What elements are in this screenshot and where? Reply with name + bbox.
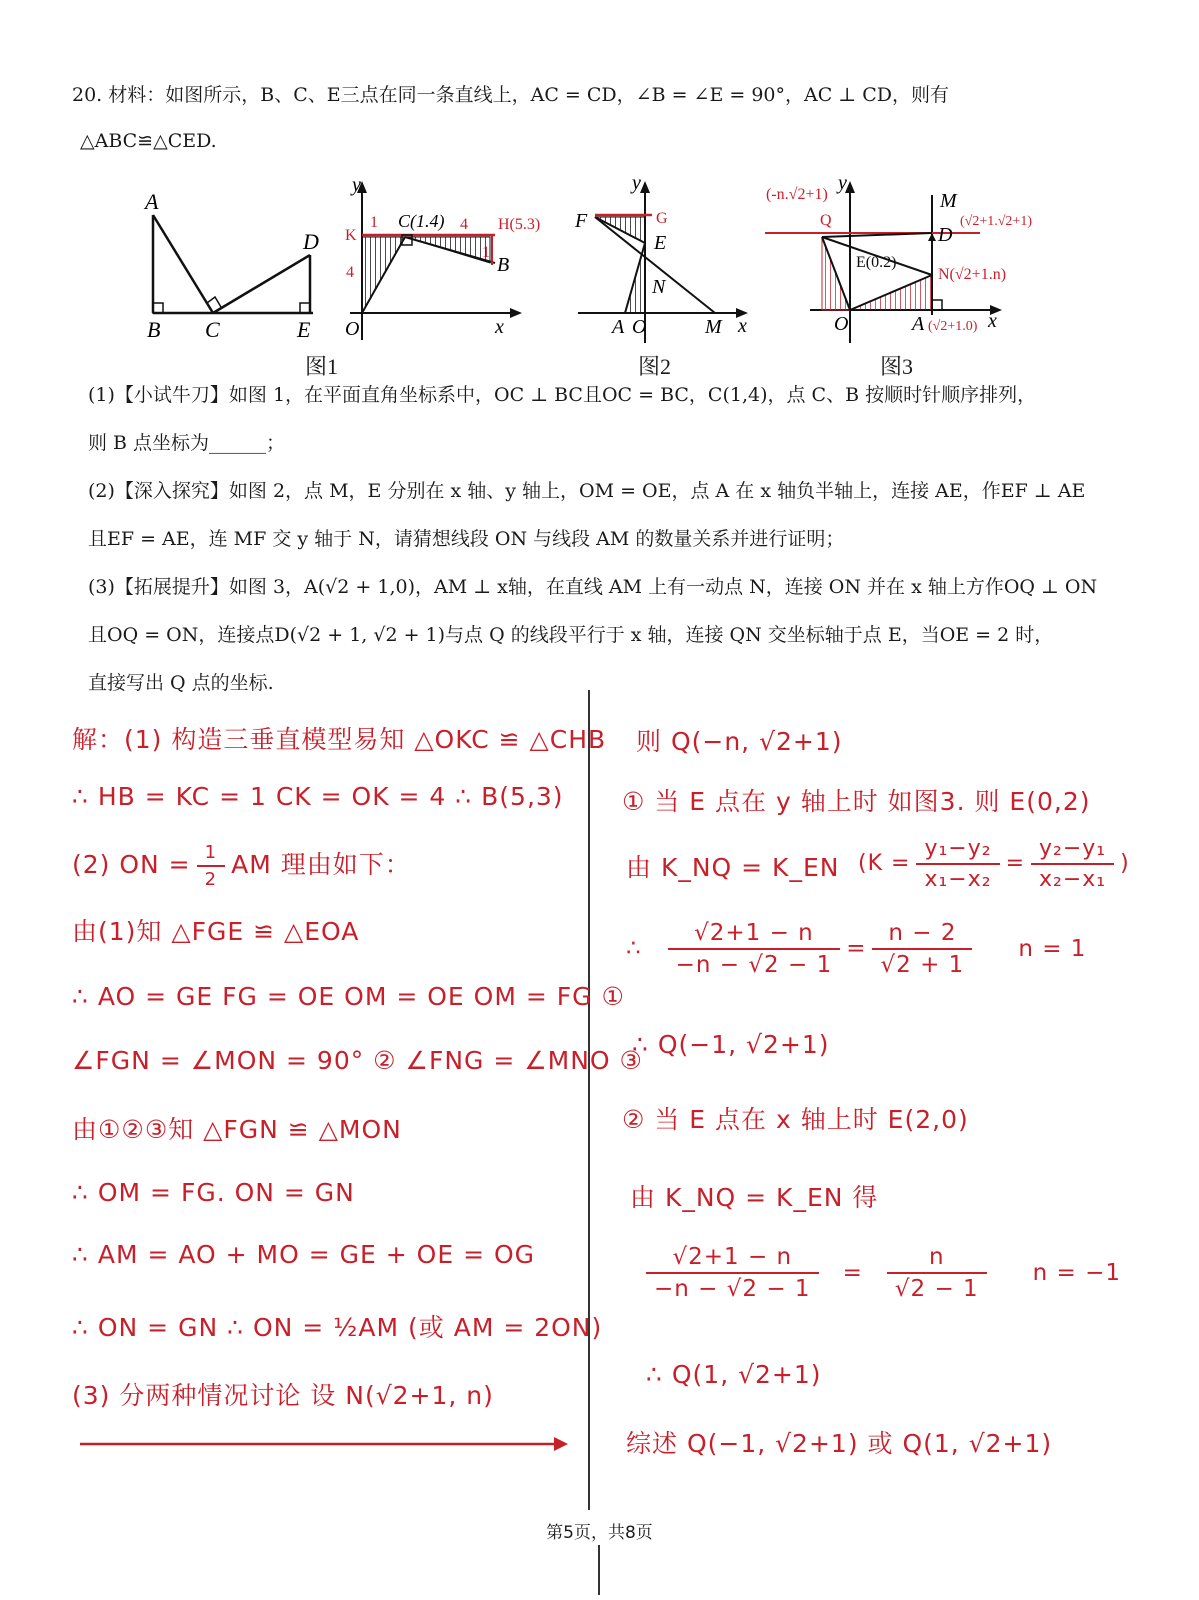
eq1-frac-2 bbox=[872, 920, 972, 978]
equals-sign: = bbox=[1005, 851, 1025, 876]
frac-den: 2 bbox=[204, 869, 218, 890]
fig3-Q: Q bbox=[820, 212, 832, 229]
frac-den: x₁−x₂ bbox=[924, 867, 992, 892]
fig2-M: M bbox=[705, 316, 722, 338]
label-A: A bbox=[145, 189, 159, 214]
solution-r-line-6: ② 当 E 点在 x 轴上时 E(2,0) bbox=[622, 1105, 969, 1134]
figure-1-caption: 图1 bbox=[305, 354, 339, 379]
figure-2 bbox=[570, 175, 770, 355]
slope-formula bbox=[858, 836, 1130, 892]
fig2-x: x bbox=[738, 315, 747, 337]
frac-den: −n − √2 − 1 bbox=[654, 1276, 811, 1302]
fig2-y: y bbox=[632, 175, 641, 194]
frac-num: 1 bbox=[197, 842, 225, 867]
fig2-G: G bbox=[656, 210, 668, 227]
material-figure bbox=[135, 185, 335, 345]
solution-r-line-1: 则 Q(−n, √2+1) bbox=[636, 727, 843, 756]
fraction-half bbox=[197, 842, 225, 890]
page-gutter-line bbox=[598, 1545, 600, 1595]
solution-line-2: ∴ HB = KC = 1 CK = OK = 4 ∴ B(5,3) bbox=[72, 782, 564, 811]
frac-num: y₁−y₂ bbox=[916, 836, 999, 865]
fig3-Q-coord: (-n.√2+1) bbox=[766, 186, 828, 203]
fig1-C: C(1.4) bbox=[398, 211, 445, 231]
solution-line-10: ∴ ON = GN ∴ ON = ½AM (或 AM = 2ON) bbox=[72, 1313, 603, 1342]
label-E: E bbox=[297, 317, 311, 342]
frac-num: √2+1 − n bbox=[646, 1244, 819, 1274]
fig3-y: y bbox=[838, 175, 847, 194]
slope-pre: (K = bbox=[858, 851, 911, 876]
frac-num: n bbox=[887, 1244, 987, 1274]
fig2-A: A bbox=[612, 316, 625, 338]
frac-num: y₂−y₁ bbox=[1031, 836, 1114, 865]
fig1-K: K bbox=[345, 227, 357, 244]
question-1-line-1: (1)【小试牛刀】如图 1，在平面直角坐标系中，OC ⊥ BC且OC = BC，C(1,4)，点 C、B 按顺时针顺序排列， bbox=[88, 384, 1037, 406]
fig1-4-left: 4 bbox=[346, 264, 354, 281]
problem-intro-line-1: 20. 材料：如图所示，B、C、E三点在同一条直线上，AC = CD，∠B = ∠E = 90°，AC ⊥ CD，则有 bbox=[72, 84, 949, 106]
page-footer: 第5页，共8页 bbox=[546, 1523, 653, 1543]
n-result-2: n = −1 bbox=[1032, 1259, 1122, 1286]
equals-sign: = bbox=[842, 1259, 863, 1286]
eq2-frac-2 bbox=[887, 1244, 987, 1302]
figure-2-caption: 图2 bbox=[638, 354, 672, 379]
solution-line-1: 解：(1) 构造三垂直模型易知 △OKC ≌ △CHB bbox=[72, 725, 607, 754]
figure-3-caption: 图3 bbox=[880, 354, 914, 379]
solution-line-6: ∠FGN = ∠MON = 90° ② ∠FNG = ∠MNO ③ bbox=[72, 1046, 643, 1075]
eq1-frac-1 bbox=[668, 920, 841, 978]
fig3-D: D bbox=[938, 224, 953, 246]
question-2-line-1: (2)【深入探究】如图 2，点 M，E 分别在 x 轴、y 轴上，OM = OE，点 A 在 x 轴负半轴上，连接 AE，作EF ⊥ AE bbox=[88, 480, 1086, 502]
n-result-1: n = 1 bbox=[1018, 935, 1087, 962]
frac-den: √2 − 1 bbox=[894, 1276, 979, 1302]
problem-intro-line-2: △ABC≌△CED. bbox=[80, 130, 217, 152]
fig3-E: E(0.2) bbox=[856, 254, 897, 271]
solution-line-11: (3) 分两种情况讨论 设 N(√2+1, n) bbox=[72, 1381, 494, 1410]
slope-frac-1 bbox=[916, 836, 999, 892]
fig2-F: F bbox=[575, 210, 588, 232]
question-1-line-2: 则 B 点坐标为______； bbox=[88, 432, 286, 454]
solution-r-line-7: 由 K_NQ = K_EN 得 bbox=[630, 1183, 879, 1212]
fig1-1-left: 1 bbox=[370, 214, 378, 231]
solution-line-9: ∴ AM = AO + MO = GE + OE = OG bbox=[72, 1240, 536, 1269]
fig1-H: H(5.3) bbox=[498, 216, 541, 233]
frac-num: √2+1 − n bbox=[668, 920, 841, 950]
equation-case-1 bbox=[626, 920, 1086, 978]
question-3-line-2: 且OQ = ON，连接点D(√2 + 1, √2 + 1)与点 Q 的线段平行于 x 轴，连接 QN 交坐标轴于点 E，当OE = 2 时， bbox=[88, 624, 1054, 646]
solution-line-3 bbox=[72, 842, 411, 890]
fig3-M: M bbox=[940, 190, 957, 212]
question-3-line-3: 直接写出 Q 点的坐标. bbox=[88, 672, 274, 694]
fig3-N: N(√2+1.n) bbox=[938, 266, 1007, 283]
label-C: C bbox=[205, 317, 220, 342]
therefore: ∴ bbox=[626, 935, 642, 962]
label-D: D bbox=[303, 229, 319, 254]
frac-den: −n − √2 − 1 bbox=[675, 952, 833, 978]
solution-r-line-10: 综述 Q(−1, √2+1) 或 Q(1, √2+1) bbox=[626, 1429, 1053, 1458]
fig3-x: x bbox=[988, 310, 997, 332]
question-2-line-2: 且EF = AE，连 MF 交 y 轴于 N，请猜想线段 ON 与线段 AM 的数量关系并进行证明； bbox=[88, 528, 845, 550]
solution-r-line-3: 由 K_NQ = K_EN bbox=[626, 853, 840, 882]
solution-line-8: ∴ OM = FG. ON = GN bbox=[72, 1178, 355, 1207]
figure-1 bbox=[340, 175, 570, 355]
equals-sign: = bbox=[846, 935, 867, 962]
fig3-O: O bbox=[834, 313, 849, 335]
solution-line-3-post: AM 理由如下： bbox=[231, 850, 411, 879]
fig1-4-top: 4 bbox=[460, 216, 468, 233]
slope-post: ) bbox=[1120, 851, 1130, 876]
continue-arrow bbox=[80, 1432, 570, 1456]
eq2-frac-1 bbox=[646, 1244, 819, 1302]
fig2-N: N bbox=[652, 276, 666, 298]
solution-r-line-5: ∴ Q(−1, √2+1) bbox=[632, 1030, 830, 1059]
fig2-E: E bbox=[654, 232, 667, 254]
fig1-B: B bbox=[497, 254, 510, 276]
fig3-A: A bbox=[912, 313, 925, 335]
fig3-D-coord: (√2+1.√2+1) bbox=[960, 214, 1032, 229]
equation-case-2 bbox=[640, 1244, 1121, 1302]
solution-r-line-2: ① 当 E 点在 y 轴上时 如图3. 则 E(0,2) bbox=[622, 787, 1091, 816]
frac-den: √2 + 1 bbox=[880, 952, 965, 978]
fig1-y: y bbox=[352, 175, 361, 196]
frac-num: n − 2 bbox=[872, 920, 972, 950]
solution-line-5: ∴ AO = GE FG = OE OM = OE OM = FG ① bbox=[72, 982, 625, 1011]
solution-line-7: 由①②③知 △FGN ≌ △MON bbox=[72, 1115, 402, 1144]
fig1-x: x bbox=[495, 316, 504, 338]
slope-frac-2 bbox=[1031, 836, 1114, 892]
fig1-1-right: 1 bbox=[482, 244, 490, 261]
figure-3 bbox=[760, 175, 1060, 355]
label-B: B bbox=[147, 317, 161, 342]
frac-den: x₂−x₁ bbox=[1039, 867, 1107, 892]
solution-line-3-pre: (2) ON = bbox=[72, 850, 191, 879]
fig2-O: O bbox=[632, 316, 647, 338]
column-divider bbox=[588, 690, 590, 1510]
solution-line-4: 由(1)知 △FGE ≌ △EOA bbox=[72, 917, 360, 946]
solution-r-line-9: ∴ Q(1, √2+1) bbox=[646, 1360, 822, 1389]
question-3-line-1: (3)【拓展提升】如图 3，A(√2 + 1,0)，AM ⊥ x轴，在直线 AM 上有一动点 N，连接 ON 并在 x 轴上方作OQ ⊥ ON bbox=[88, 576, 1098, 598]
fig3-A-coord: (√2+1.0) bbox=[928, 319, 978, 334]
fig1-O: O bbox=[345, 318, 360, 340]
